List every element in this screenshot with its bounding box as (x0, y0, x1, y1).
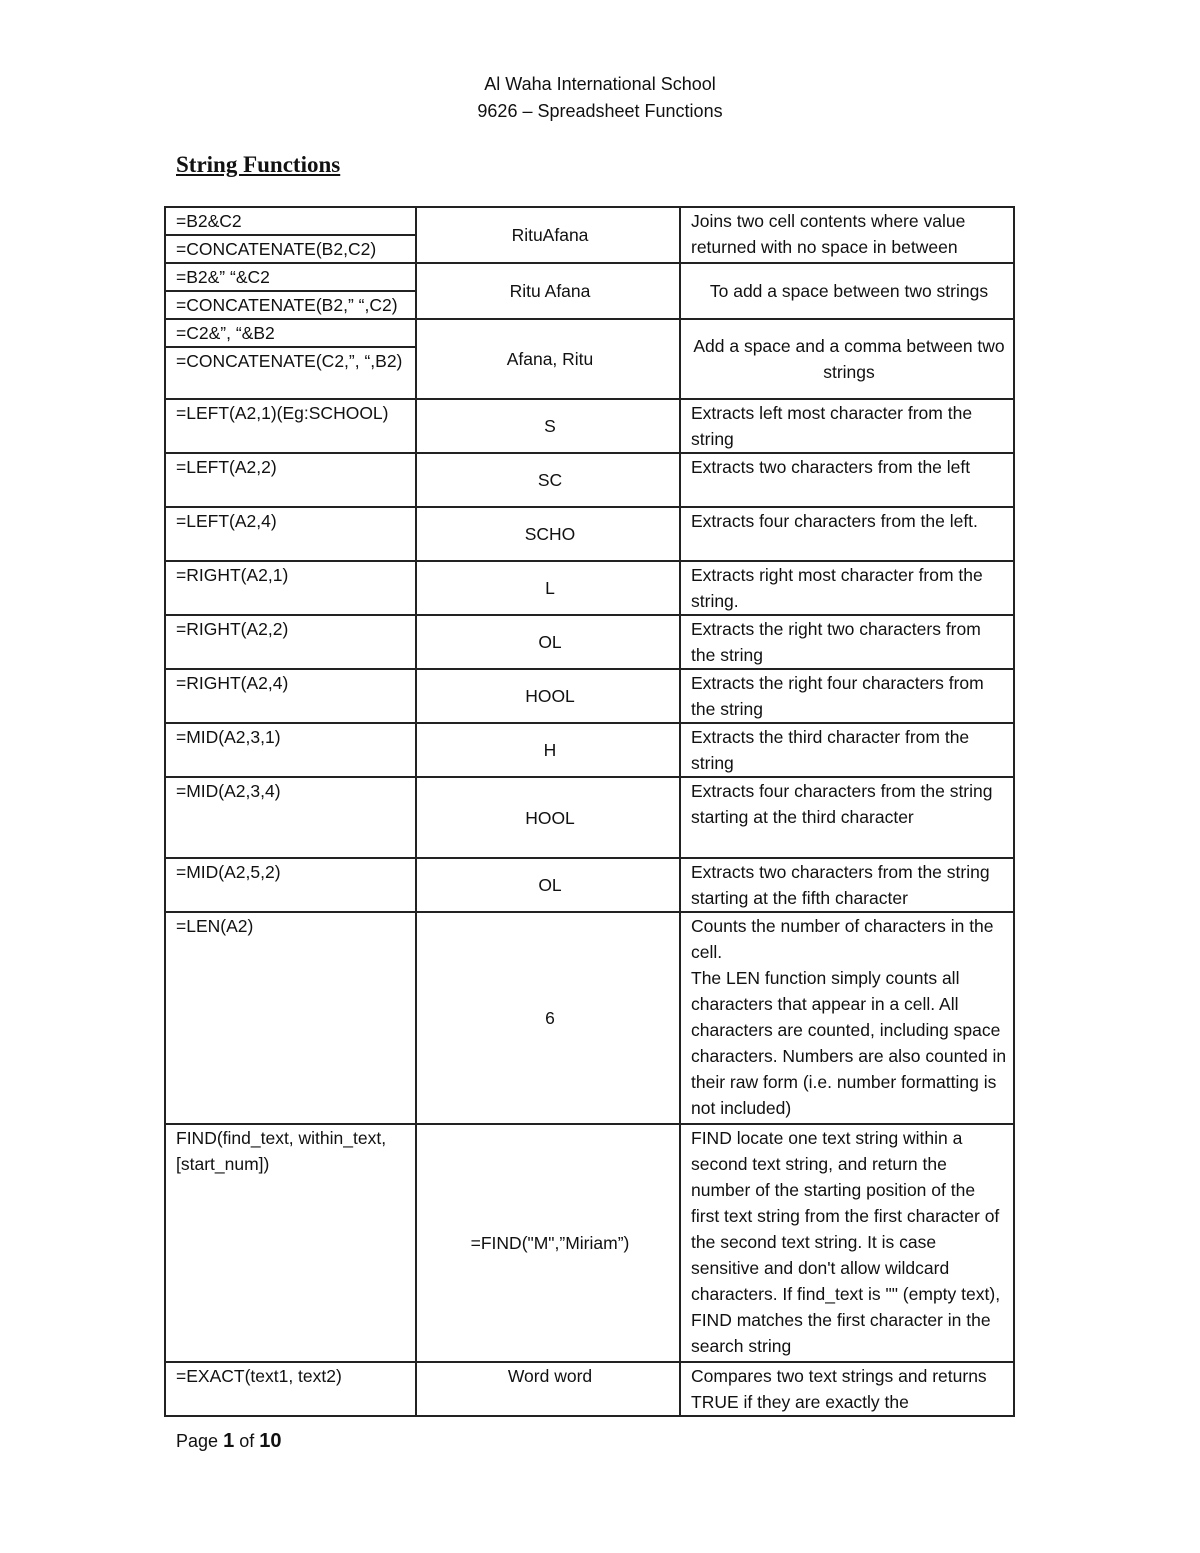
table-row (165, 669, 1014, 723)
formula-text: FIND(find_text, within_text, [start_num]) (176, 1128, 387, 1174)
table-row (165, 399, 1014, 453)
result-cell: HOOL (416, 777, 680, 858)
description-cell: Extracts two characters from the left (680, 453, 1014, 507)
table-row (165, 1362, 1014, 1416)
of-label: of (239, 1431, 255, 1451)
formula-text: =RIGHT(A2,1) (176, 565, 289, 585)
functions-table-body (165, 207, 1014, 1416)
formula-cell (165, 1362, 416, 1416)
table-row (165, 615, 1014, 669)
description-cell: Joins two cell contents where value returned with no space in between (680, 207, 1014, 263)
description-cell: FIND locate one text string within a second text string, and return the number of the starting position of the first text string from the first character of the second text string. It is case sensitive and don't allow wildcard characters. If find_text is "" (empty text), FIND matches the first character in the search string (680, 1124, 1014, 1362)
functions-table (164, 206, 1015, 1417)
formula-cell (165, 399, 416, 453)
page-total: 10 (259, 1430, 282, 1452)
formula-cell (165, 858, 416, 912)
table-row (165, 777, 1014, 858)
result-cell: RituAfana (416, 207, 680, 263)
formula-text: =CONCATENATE(B2,” “,C2) (166, 290, 415, 318)
formula-cell (165, 912, 416, 1124)
result-cell: 6 (416, 912, 680, 1124)
formula-text: =MID(A2,5,2) (176, 862, 281, 882)
table-row (165, 1124, 1014, 1362)
formula-text: =B2&C2 (176, 211, 242, 231)
formula-cell (165, 263, 416, 319)
description-cell: To add a space between two strings (680, 263, 1014, 319)
description-cell: Extracts the right two characters from the string (680, 615, 1014, 669)
description-cell: Extracts the third character from the string (680, 723, 1014, 777)
formula-text: =LEFT(A2,4) (176, 511, 277, 531)
result-cell: SCHO (416, 507, 680, 561)
formula-cell (165, 669, 416, 723)
formula-cell (165, 615, 416, 669)
description-cell: Add a space and a comma between two strings (680, 319, 1014, 399)
formula-cell (165, 561, 416, 615)
formula-text: =MID(A2,3,1) (176, 727, 281, 747)
formula-cell (165, 507, 416, 561)
table-row (165, 507, 1014, 561)
table-row (165, 723, 1014, 777)
page-label: Page (176, 1431, 219, 1451)
table-row (165, 453, 1014, 507)
description-cell: Extracts four characters from the left. (680, 507, 1014, 561)
course-title: 9626 – Spreadsheet Functions (477, 101, 723, 121)
formula-text: =RIGHT(A2,2) (176, 619, 289, 639)
formula-cell (165, 453, 416, 507)
formula-text: =CONCATENATE(C2,”, “,B2) (166, 346, 415, 374)
table-row (165, 858, 1014, 912)
formula-cell (165, 723, 416, 777)
result-cell: S (416, 399, 680, 453)
description-cell: Compares two text strings and returns TRUE if they are exactly the (680, 1362, 1014, 1416)
table-row (165, 319, 1014, 399)
description-cell: Counts the number of characters in the cell. The LEN function simply counts all characters that appear in a cell. All characters are counted, including space characters. Numbers are also counted in their raw form (i.e. number formatting is not included) (680, 912, 1014, 1124)
description-cell: Extracts four characters from the string starting at the third character (680, 777, 1014, 858)
result-cell: Ritu Afana (416, 263, 680, 319)
formula-text: =B2&” “&C2 (176, 267, 270, 287)
formula-text: =RIGHT(A2,4) (176, 673, 289, 693)
table-row (165, 912, 1014, 1124)
description-cell: Extracts two characters from the string starting at the fifth character (680, 858, 1014, 912)
result-cell: OL (416, 615, 680, 669)
result-cell: Afana, Ritu (416, 319, 680, 399)
result-cell: Word word (416, 1362, 680, 1416)
description-cell: Extracts right most character from the string. (680, 561, 1014, 615)
formula-text: =MID(A2,3,4) (176, 781, 281, 801)
result-cell: SC (416, 453, 680, 507)
formula-text: =LEN(A2) (176, 916, 254, 936)
school-name: Al Waha International School (484, 74, 716, 94)
formula-text: =LEFT(A2,2) (176, 457, 277, 477)
description-cell: Extracts left most character from the string (680, 399, 1014, 453)
table-row (165, 207, 1014, 263)
result-cell: H (416, 723, 680, 777)
formula-cell (165, 1124, 416, 1362)
formula-text: =CONCATENATE(B2,C2) (166, 234, 415, 262)
section-title: String Functions (176, 152, 341, 177)
result-cell: L (416, 561, 680, 615)
page-footer (176, 1430, 281, 1453)
formula-cell (165, 319, 416, 399)
formula-text: =LEFT(A2,1)(Eg:SCHOOL) (176, 403, 389, 423)
description-cell: Extracts the right four characters from the string (680, 669, 1014, 723)
formula-text: =EXACT(text1, text2) (176, 1366, 342, 1386)
formula-text: =C2&”, “&B2 (176, 323, 275, 343)
result-cell: HOOL (416, 669, 680, 723)
page-number: 1 (223, 1430, 235, 1452)
formula-cell (165, 207, 416, 263)
table-row (165, 263, 1014, 319)
result-cell: =FIND("M",”Miriam”) (416, 1124, 680, 1362)
table-row (165, 561, 1014, 615)
formula-cell (165, 777, 416, 858)
result-cell: OL (416, 858, 680, 912)
